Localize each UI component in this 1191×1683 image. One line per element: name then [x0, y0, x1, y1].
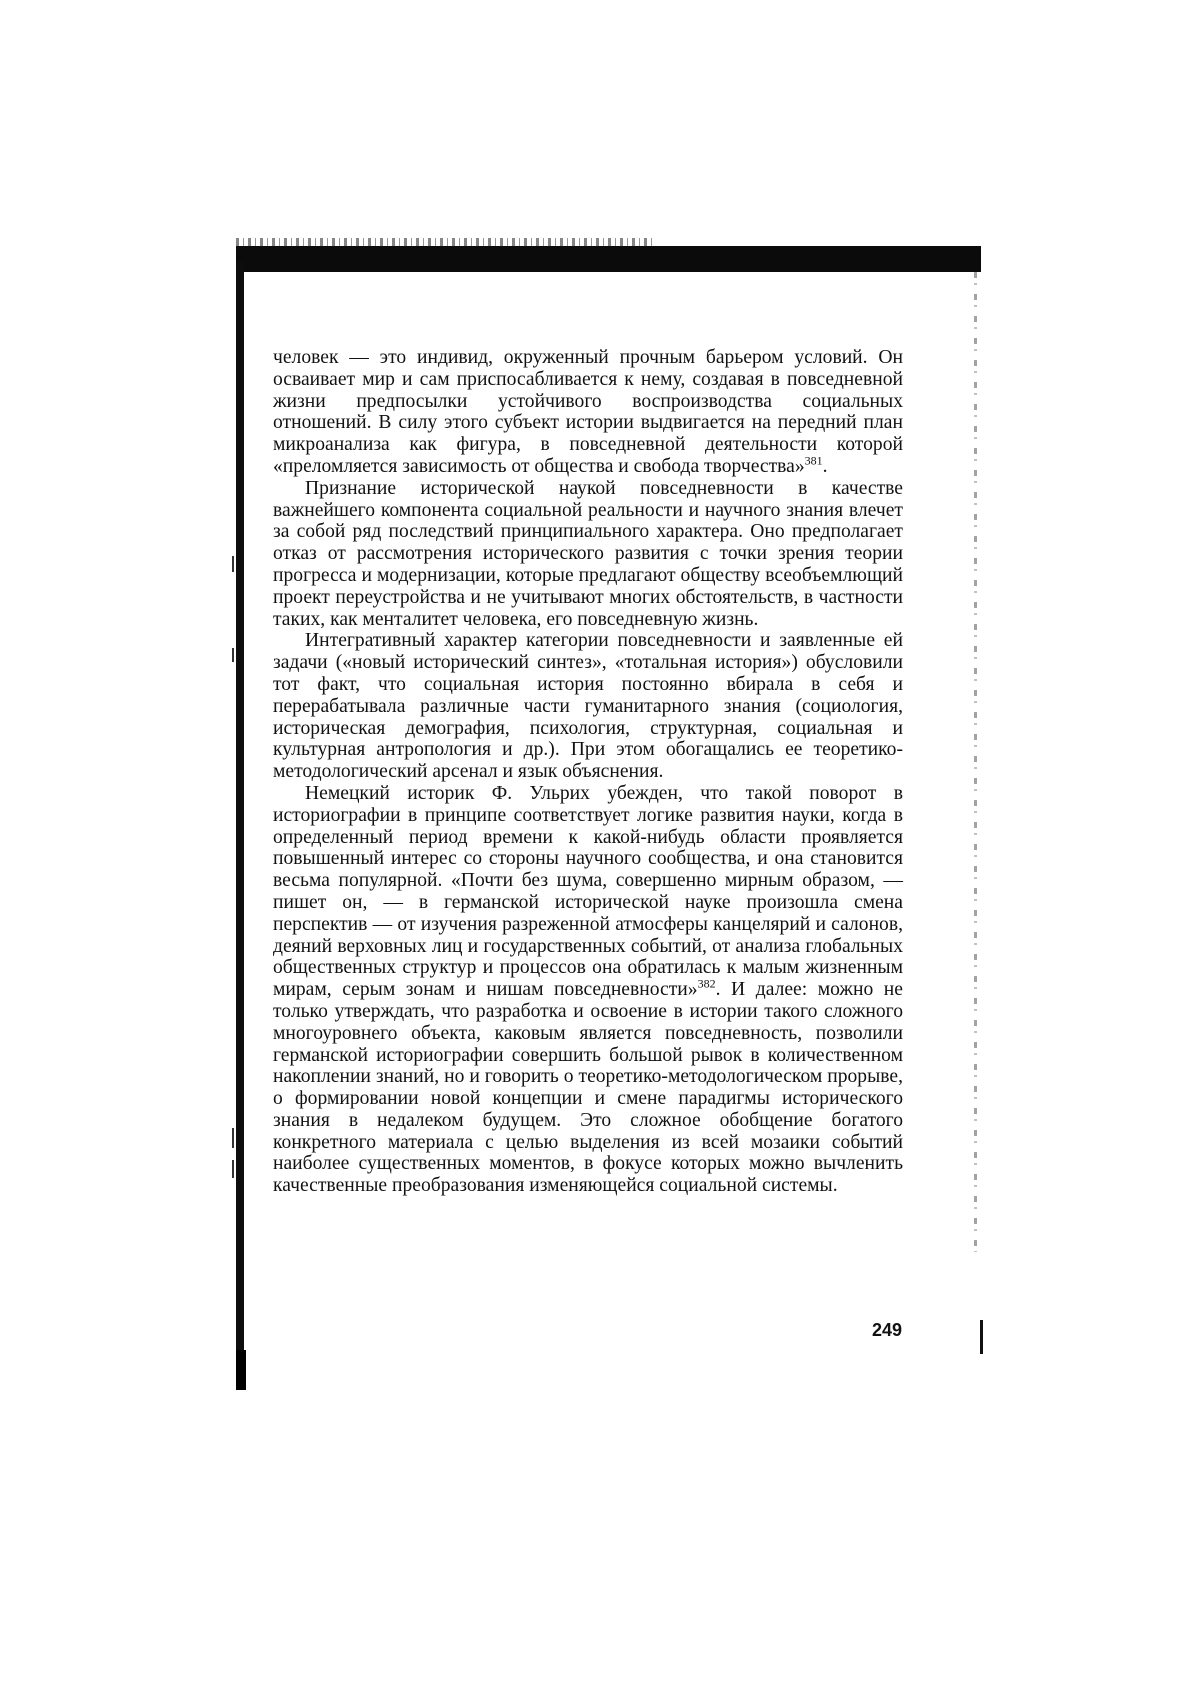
footnote-ref-382: 382 — [697, 976, 716, 991]
paragraph-1-tail: . — [822, 455, 828, 477]
scan-left-border-tail — [236, 1350, 246, 1390]
scan-right-mark — [980, 1320, 983, 1354]
scan-left-tick — [232, 556, 234, 572]
body-text — [273, 347, 903, 1197]
paragraph-4-tail: . И далее: можно не только утверждать, что разработка и освоение в истории такого сложного многоуровнего объекта, каковым является повседневность, позволили германской историографии совершить большой рывок в количественном накоплении знаний, но и говорить о теоретико-методологическом прорыве, о формировании новой концепции и смене парадигмы исторического знания в недалеком будущем. Это сложное обобщение богатого конкретного материала с целью выделения из всей мозаики событий наиболее существенных моментов, в фокусе которых можно вычленить качественные преобразования изменяющейся социальной системы. — [273, 979, 903, 1197]
paragraph-3 — [273, 630, 903, 783]
paragraph-1 — [273, 347, 903, 478]
paragraph-4-text: Немецкий историк Ф. Ульрих убежден, что такой поворот в историографии в принципе соответствует логике развития науки, когда в определенный период времени к какой-нибудь области проявляется повышенный интерес со стороны научного сообщества, и она становится весьма популярной. «Почти без шума, совершенно мирным образом, — пишет он, — в германской исторической науке произошла смена перспектив — от изучения разреженной атмосферы канцелярий и салонов, деяний верховных лиц и государственных событий, от анализа глобальных общественных структур и процессов она обратилась к малым жизненным мирам, серым зонам и нишам повседневности» — [273, 782, 903, 1001]
paragraph-3-text: Интегративный характер категории повседневности и заявленные ей задачи («новый исторический синтез», «тотальная история») обусловили тот факт, что социальная история постоянно вбирала в себя и перерабатывала различные части гуманитарного знания (социология, историческая демография, психология, структурная, социальная и культурная антропология и др.). При этом обогащались ее теоретико-методологический арсенал и язык объяснения. — [273, 630, 903, 783]
paragraph-4 — [273, 783, 903, 1197]
scan-left-tick — [232, 1128, 234, 1148]
paragraph-2-text: Признание исторической наукой повседневности в качестве важнейшего компонента социальной реальности и научного знания влечет за собой ряд последствий принципиального характера. Оно предполагает отказ от рассмотрения исторического развития с точки зрения теории прогресса и модернизации, которые предлагают обществу всеобъемлющий проект переустройства и не учитывают многих обстоятельств, в частности таких, как менталитет человека, его повседневную жизнь. — [273, 477, 903, 630]
footnote-ref-381: 381 — [804, 453, 823, 468]
scan-right-edge-noise — [974, 272, 977, 1252]
scan-left-tick — [232, 1160, 234, 1178]
scan-top-border — [236, 246, 981, 272]
scan-left-border — [236, 262, 244, 1387]
paragraph-1-text: человек — это индивид, окруженный прочным барьером условий. Он осваивает мир и сам приспосабливается к нему, создавая в повседневной жизни предпосылки устойчивого воспроизводства социальных отношений. В силу этого субъект истории выдвигается на передний план микроанализа как фигура, в повседневной деятельности которой «преломляется зависимость от общества и свобода творчества» — [273, 347, 903, 477]
scan-left-tick — [232, 648, 234, 662]
paragraph-2 — [273, 478, 903, 631]
page-number: 249 — [872, 1320, 903, 1340]
